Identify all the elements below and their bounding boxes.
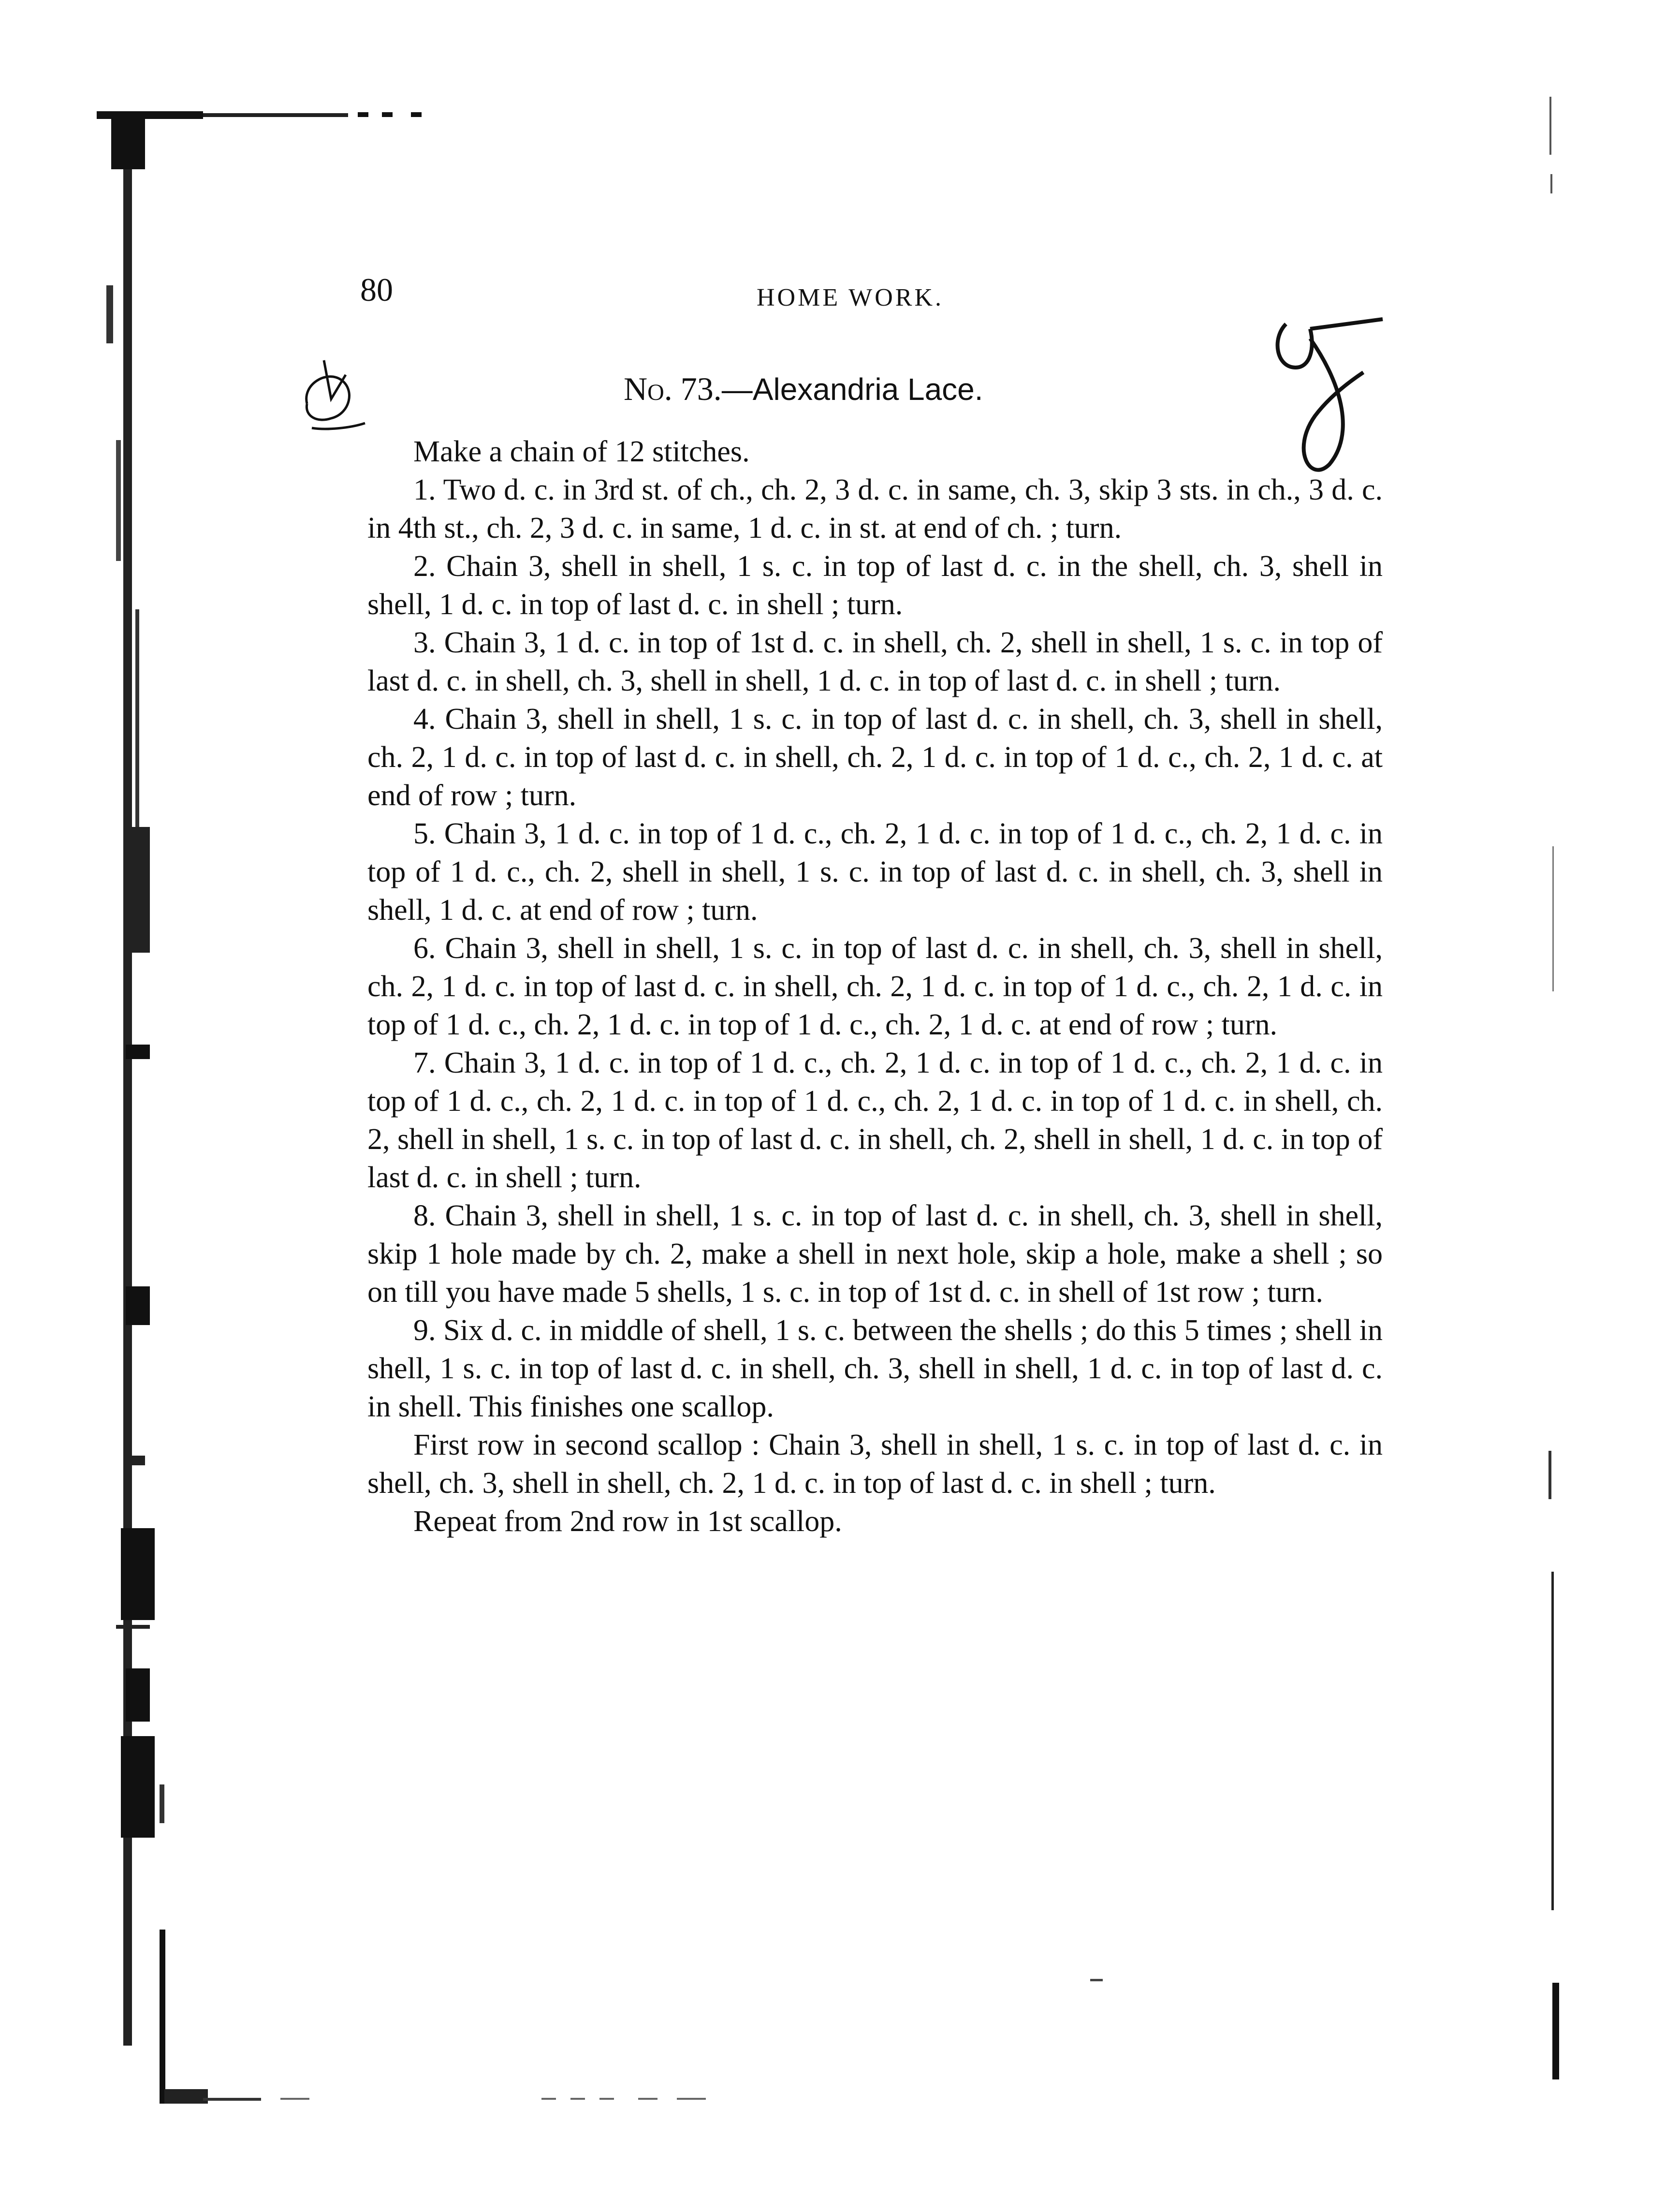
paragraph-row-2: 2. Chain 3, shell in shell, 1 s. c. in top of last d. c. in the shell, ch. 3, shell in shell, 1 d. c. in top of last d. c. in shell ; turn.: [367, 550, 1383, 621]
paragraph-row-1: 1. Two d. c. in 3rd st. of ch., ch. 2, 3 d. c. in same, ch. 3, skip 3 sts. in ch., 3 d. c. in 4th st., ch. 2, 3 d. c. in same, 1 d. c. in st. at end of ch. ; turn.: [367, 473, 1383, 545]
paragraph-row-3: 3. Chain 3, 1 d. c. in top of 1st d. c. in shell, ch. 2, shell in shell, 1 s. c. in top of last d. c. in shell, ch. 3, shell in shell, 1 d. c. in top of last d. c. in shell ; turn.: [367, 626, 1383, 697]
paragraph-repeat: Repeat from 2nd row in 1st scallop.: [413, 1505, 842, 1538]
pattern-title: [624, 372, 983, 405]
scan-edge-bottom: [203, 2094, 783, 2104]
paragraph-row-7: 7. Chain 3, 1 d. c. in top of 1 d. c., ch. 2, 1 d. c. in top of 1 d. c., ch. 2, 1 d. c. in top of 1 d. c., ch. 2, 1 d. c. in top of 1 d. c., ch. 2, 1 d. c. in top of 1 d. c. in shell, ch. 2, shell in shell, 1 s. c. in top of last d. c. in shell, ch. 2, shell in shell, 1 d. c. in top of last d. c. in shell ; turn.: [367, 1047, 1383, 1194]
paragraph-row-4: 4. Chain 3, shell in shell, 1 s. c. in top of last d. c. in shell, ch. 3, shell in shell, ch. 2, 1 d. c. in top of last d. c. in shell, ch. 2, 1 d. c. in top of 1 d. c., ch. 2, 1 d. c. at end of row ; turn.: [367, 703, 1383, 812]
pattern-name: —Alexandria Lace.: [721, 372, 983, 407]
running-head: HOME WORK.: [757, 284, 944, 311]
paragraph-intro: Make a chain of 12 stitches.: [413, 435, 750, 468]
paragraph-second-scallop: First row in second scallop : Chain 3, shell in shell, 1 s. c. in top of last d. c. in shell, ch. 3, shell in shell, ch. 2, 1 d. c. in top of last d. c. in shell ; turn.: [367, 1429, 1383, 1500]
page-number: 80: [360, 271, 393, 308]
pattern-number: No. 73.: [624, 370, 722, 407]
paragraph-row-5: 5. Chain 3, 1 d. c. in top of 1 d. c., ch. 2, 1 d. c. in top of 1 d. c., ch. 2, 1 d. c. in top of 1 d. c., ch. 2, shell in shell, 1 s. c. in top of last d. c. in shell, ch. 3, shell in shell, 1 d. c. at end of row ; turn.: [367, 817, 1383, 927]
paragraph-row-9: 9. Six d. c. in middle of shell, 1 s. c. between the shells ; do this 5 times ; shell in shell, 1 s. c. in top of last d. c. in shell, ch. 3, shell in shell, 1 d. c. in top of last d. c. in shell. This finishes one scallop.: [367, 1314, 1383, 1423]
stray-dash: [1090, 1979, 1103, 1981]
handwritten-check-mark: [297, 351, 370, 433]
scan-edge-left: [97, 102, 213, 2113]
scan-edge-right: [1540, 97, 1569, 2079]
paragraph-row-8: 8. Chain 3, shell in shell, 1 s. c. in top of last d. c. in shell, ch. 3, shell in shell, skip 1 hole made by ch. 2, make a shell in next hole, skip a hole, make a shell ; so on till you have made 5 shells, 1 s. c. in top of 1st d. c. in shell of 1st row ; turn.: [367, 1199, 1383, 1309]
paragraph-row-6: 6. Chain 3, shell in shell, 1 s. c. in top of last d. c. in shell, ch. 3, shell in shell, ch. 2, 1 d. c. in top of last d. c. in shell, ch. 2, 1 d. c. in top of 1 d. c., ch. 2, 1 d. c. in top of 1 d. c., ch. 2, 1 d. c. in top of 1 d. c., ch. 2, 1 d. c. at end of row ; turn.: [367, 932, 1383, 1041]
instructions-body: [367, 433, 1383, 1541]
